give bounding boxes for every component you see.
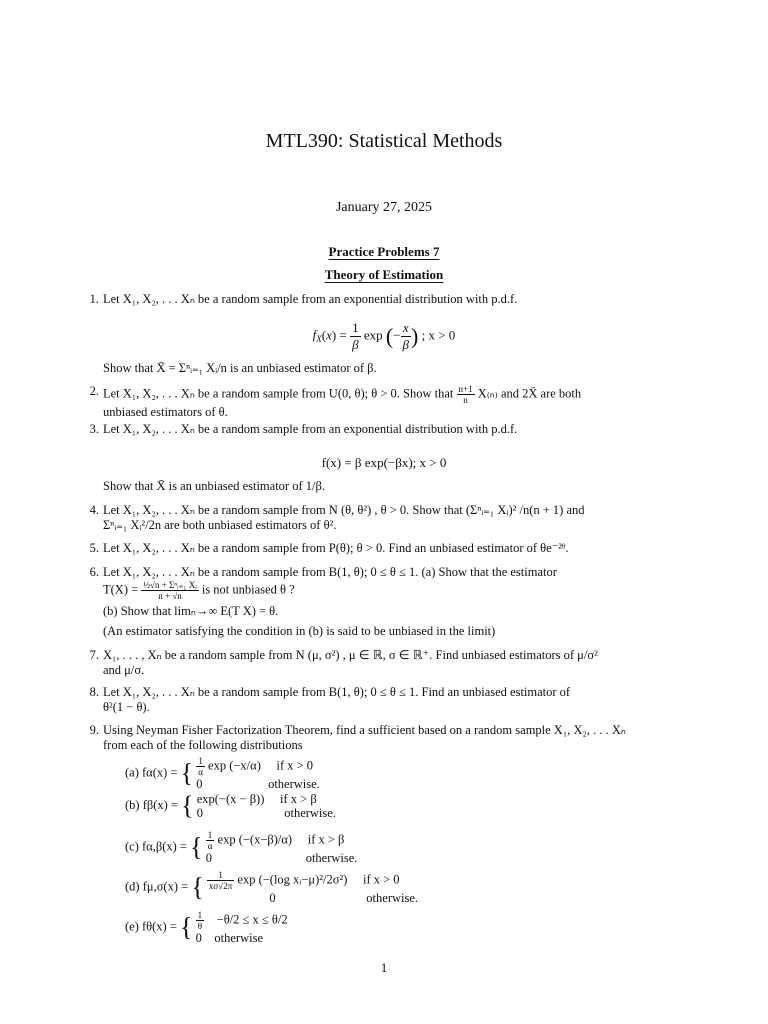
section-heading-theory: Theory of Estimation bbox=[324, 267, 444, 282]
problem-1-text: Let X₁, X₂, . . . Xₙ be a random sample from an exponential distribution with p.d.f. bbox=[103, 292, 518, 306]
distribution-d: (d) fμ,σ(x) = { $\frac{1}{x\sigma√2\pi}$ exp (−(log xᵢ−μ)²/2σ²) if x > 0 0 otherwise. bbox=[125, 870, 419, 905]
distribution-b: (b) fβ(x) = { exp(−(x − β)) if x > β 0 otherwise. bbox=[125, 791, 336, 820]
problem-2: 2. Let X₁, X₂, . . . Xₙ be a random sample from U(0, θ); θ > 0. Show that $\frac{n+1}{n}$ X₍ₙ₎ and 2X̄ are both unbiased estimators of θ. bbox=[89, 384, 582, 419]
problem-3-show: Show that X̄ is an unbiased estimator of 1/β. bbox=[103, 479, 325, 493]
problem-3-equation: f(x) = β exp(−βx); x > 0 bbox=[321, 455, 447, 470]
problem-6-part-b: (b) Show that limₙ→∞ E(T X) = θ. bbox=[103, 604, 279, 618]
problem-6-note: (An estimator satisfying the condition in (b) is said to be unbiased in the limit) bbox=[103, 624, 496, 638]
problem-4: 4. Let X₁, X₂, . . . Xₙ be a random sample from N (θ, θ²) , θ > 0. Show that (Σⁿᵢ₌₁ Xᵢ)² /n(n + 1) and Σⁿᵢ₌₁ Xᵢ²/2n are both unbiased estimators of θ². bbox=[89, 503, 585, 532]
problem-7: 7. X₁, . . . , Xₙ be a random sample from N (μ, σ²) , μ ∈ ℝ, σ ∈ ℝ⁺. Find unbiased estimators of μ/σ² and μ/σ. bbox=[89, 648, 598, 677]
distribution-c: (c) fα,β(x) = { $\frac{1}{\alpha}$ exp (−(x−β)/α) if x > β 0 otherwise. bbox=[125, 830, 358, 865]
problem-1-show: Show that X̄ = Σⁿᵢ₌₁ Xᵢ/n is an unbiased estimator of β. bbox=[103, 361, 377, 375]
distribution-a: (a) fα(x) = { $\frac{1}{\alpha}$ exp (−x/α) if x > 0 0 otherwise. bbox=[125, 756, 320, 791]
document-title: MTL390: Statistical Methods bbox=[265, 130, 503, 152]
distribution-e: (e) fθ(x) = { $\frac{1}{\theta}$ −θ/2 ≤ x ≤ θ/2 0 otherwise bbox=[125, 910, 288, 945]
problem-5: 5. Let X₁, X₂, . . . Xₙ be a random sample from P(θ); θ > 0. Find an unbiased estimator of θe⁻²ᶿ. bbox=[89, 541, 569, 555]
problem-1: 1. Let X₁, X₂, . . . Xₙ be a random sample from an exponential distribution with p.d.f. bbox=[89, 292, 518, 306]
problem-8: 8. Let X₁, X₂, . . . Xₙ be a random sample from B(1, θ); 0 ≤ θ ≤ 1. Find an unbiased estimator of θ²(1 − θ). bbox=[89, 685, 571, 714]
problem-6: 6. Let X₁, X₂, . . . Xₙ be a random sample from B(1, θ); 0 ≤ θ ≤ 1. (a) Show that the estimator T(X) = $\frac{\text{½√n + Σⁿᵢ₌₁ Xᵢ}}{n + √n}$ is not unbiased θ ? bbox=[89, 565, 557, 601]
problem-1-equation: $f_X(x)$ = $\frac{1}{\beta}$ exp (− $\frac{x}{\beta}$ ) ; x > 0 bbox=[312, 320, 456, 352]
page-number: 1 bbox=[380, 960, 388, 975]
problem-3: 3. Let X₁, X₂, . . . Xₙ be a random sample from an exponential distribution with p.d.f. bbox=[89, 422, 518, 436]
section-heading-practice: Practice Problems 7 bbox=[328, 244, 440, 259]
problem-9: 9. Using Neyman Fisher Factorization Theorem, find a sufficient based on a random sample X₁, X₂, . . . Xₙ from each of the following distributions bbox=[89, 723, 626, 752]
document-date: January 27, 2025 bbox=[335, 200, 433, 215]
